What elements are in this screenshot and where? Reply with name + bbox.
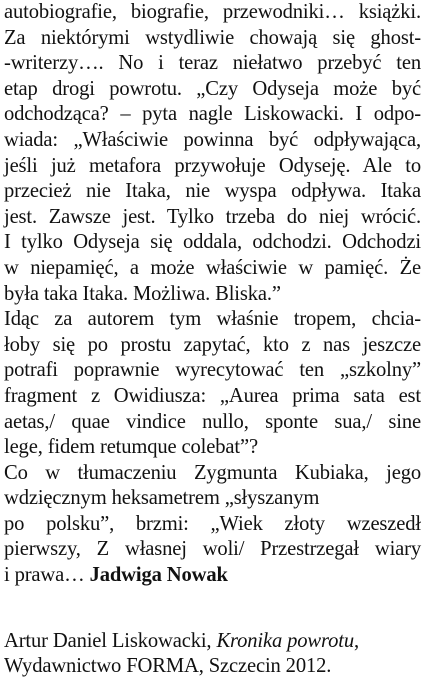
text-line-4: etap drogi powrotu. „Czy Odyseja może być bbox=[4, 77, 421, 100]
text-line-15: potrafi poprawnie wyrecytować ten „szkolny” bbox=[4, 359, 421, 382]
citation-line-1 bbox=[4, 629, 421, 655]
citation-line-2: Wydawnictwo FORMA, Szczecin 2012. bbox=[4, 655, 332, 678]
article-page bbox=[4, 0, 421, 680]
text-line-5: odchodząca? – pyta nagle Liskowacki. I odpo- bbox=[4, 103, 421, 126]
text-line-11: w niepamięć, a może właściwie w pamięć. Że bbox=[4, 256, 421, 279]
book-citation bbox=[4, 629, 421, 680]
text-line-17: aetas,/ quae vindice nullo, sponte sua,/ sine bbox=[4, 410, 421, 433]
text-line-10: I tylko Odyseja się oddala, odchodzi. Odchodzi bbox=[4, 231, 421, 254]
text-line-9: jest. Zawsze jest. Tylko trzeba do niej wrócić. bbox=[4, 205, 421, 228]
text-line-19: Co w tłumaczeniu Zygmunta Kubiaka, jego bbox=[4, 461, 421, 484]
text-line-last bbox=[4, 563, 421, 589]
text-line-21: po polsku”, brzmi: „Wiek złoty wzeszedł bbox=[4, 512, 421, 535]
text-line-6: wiada: „Właściwie powinna być odpływająca, bbox=[4, 128, 421, 151]
text-line-7: jeśli już metafora przywołuje Odyseję. Ale to bbox=[4, 154, 421, 177]
text-line-13: Idąc za autorem tym właśnie tropem, chcia- bbox=[4, 308, 421, 331]
text-line-1: autobiografie, biografie, przewodniki… książki. bbox=[4, 1, 421, 23]
text-line-14: łoby się po prostu zapytać, kto z nas jeszcze bbox=[4, 333, 421, 356]
text-line-18: lege, fidem retumque colebat”? bbox=[4, 436, 258, 459]
citation-line-1-suffix: , bbox=[353, 629, 359, 652]
text-line-8: przecież nie Itaka, nie wyspa odpływa. Itaka bbox=[4, 180, 421, 203]
text-line-3: -writerzy…. No i teraz niełatwo przebyć ten bbox=[4, 52, 421, 75]
paragraph-gap bbox=[4, 589, 421, 629]
citation-book-title: Kronika powrotu bbox=[216, 629, 354, 652]
text-line-last-body: i prawa… bbox=[4, 564, 90, 587]
article-body bbox=[4, 0, 421, 589]
author-signature: Jadwiga Nowak bbox=[89, 564, 228, 587]
text-line-22: pierwszy, Z własnej woli/ Przestrzegał wiary bbox=[4, 538, 421, 561]
text-line-20: wdzięcznym heksametrem „słyszanym bbox=[4, 487, 320, 510]
text-line-12: była taka Itaka. Możliwa. Bliska.” bbox=[4, 282, 281, 305]
citation-author: Artur Daniel Liskowacki, bbox=[4, 629, 217, 652]
text-line-16: fragment z Owidiusza: „Aurea prima sata est bbox=[4, 384, 421, 407]
text-line-2: Za niektórymi wstydliwie chowają się ghost- bbox=[4, 26, 421, 49]
